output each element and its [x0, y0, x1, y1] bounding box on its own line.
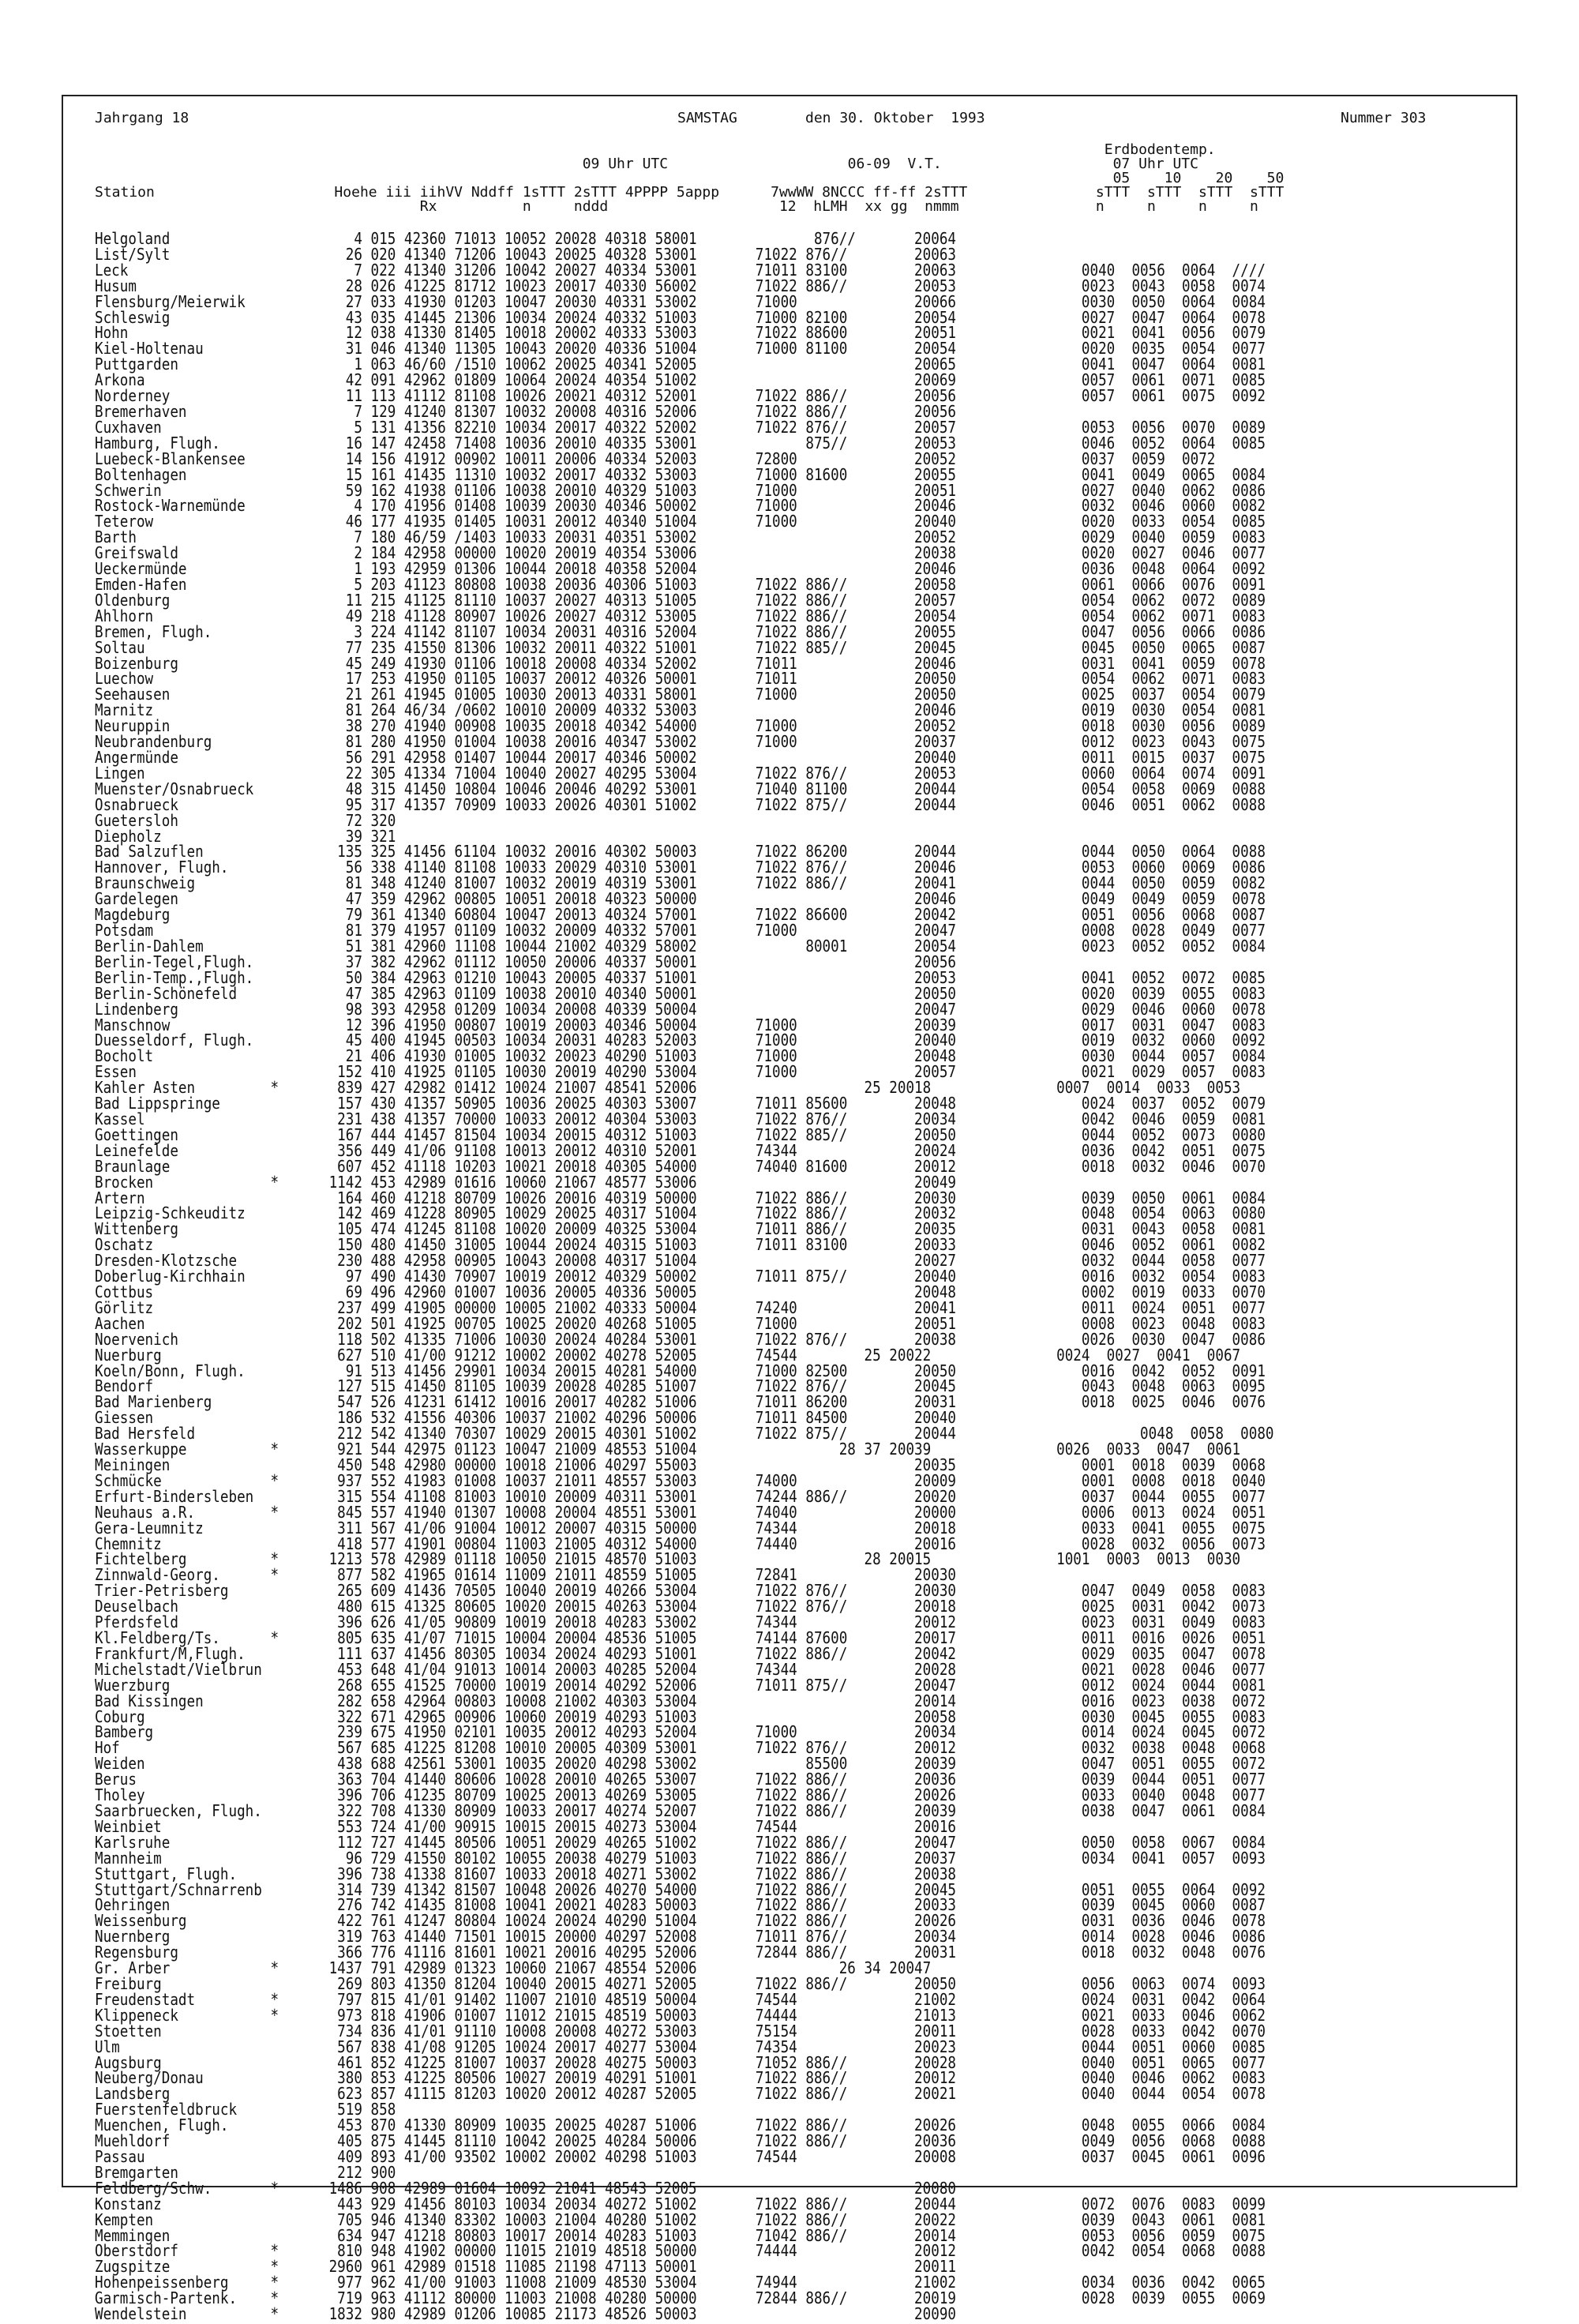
table-row: Leipzig-Schkeuditz 142 469 41228 80905 10029 20025 40317 51004 71022 886// 20032 0048 0054 0063 0080 [95, 1205, 1266, 1224]
table-row: Garmisch-Partenk. * 719 963 41112 80000 11003 21008 40280 50000 72844 886// 20019 0028 0039 0055 0069 [95, 2289, 1266, 2309]
table-row: Neuruppin 38 270 41940 00908 10035 20018 40342 54000 71000 20052 0018 0030 0056 0089 [95, 717, 1266, 737]
table-row: Zugspitze * 2960 961 42989 01518 11085 21198 47113 50001 20011 [95, 2258, 957, 2277]
table-row: Noervenich 118 502 41335 71006 10030 20024 40284 53001 71022 876// 20038 0026 0030 0047 0086 [95, 1331, 1266, 1350]
table-row: Kl.Feldberg/Ts. * 805 635 41/07 71015 10004 20004 48536 51005 74144 87600 20017 0011 0016 0026 0051 [95, 1629, 1266, 1649]
table-row: Freudenstadt * 797 815 41/01 91402 11007 21010 48519 50004 74544 21002 0024 0031 0042 0064 [95, 1991, 1266, 2010]
table-row: Flensburg/Meierwik 27 033 41930 01203 10047 20030 40331 53002 71000 20066 0030 0050 0064 0084 [95, 293, 1266, 312]
table-row: Luechow 17 253 41950 01105 10037 20012 40326 50001 71011 20050 0054 0062 0071 0083 [95, 670, 1266, 689]
table-row: Karlsruhe 112 727 41445 80506 10051 20029 40265 51002 71022 886// 20047 0050 0058 0067 0084 [95, 1834, 1266, 1853]
table-row: Helgoland 4 015 42360 71013 10052 20028 40318 58001 876// 20064 [95, 230, 957, 250]
table-row: Gardelegen 47 359 42962 00805 10051 20018 40323 50000 20046 0049 0049 0059 0078 [95, 890, 1266, 910]
column-header-line-5: Rx n nddd 12 hLMH xx gg nmmm n n n n [95, 198, 1258, 215]
table-row: Kiel-Holtenau 31 046 41340 11305 10043 20020 40336 51004 71000 81100 20054 0020 0035 0054 0077 [95, 340, 1266, 359]
table-row: Bad Salzuflen 135 325 41456 61104 10032 20016 40302 50003 71022 86200 20044 0044 0050 0064 0088 [95, 843, 1266, 862]
table-row: Passau 409 893 41/00 93502 10002 20002 40298 51003 74544 20008 0037 0045 0061 0096 [95, 2148, 1266, 2168]
table-row: Mannheim 96 729 41550 80102 10055 20038 40279 51003 71022 886// 20037 0034 0041 0057 0093 [95, 1849, 1266, 1868]
table-row: Görlitz 237 499 41905 00000 10005 21002 40333 50004 74240 20041 0011 0024 0051 0077 [95, 1299, 1266, 1318]
table-row: Gera-Leumnitz 311 567 41/06 91004 10012 20007 40315 50000 74344 20018 0033 0041 0055 0075 [95, 1519, 1266, 1538]
table-row: Gr. Arber * 1437 791 42989 01323 10060 21067 48554 52006 26 34 20047 [95, 1959, 932, 1979]
table-row: Essen 152 410 41925 01105 10030 20019 40290 53004 71000 20057 0021 0029 0057 0083 [95, 1063, 1266, 1083]
table-row: Seehausen 21 261 41945 01005 10030 20013 40331 58001 71000 20050 0025 0037 0054 0079 [95, 686, 1266, 705]
column-header-line-2: 09 Uhr UTC 06-09 V.T. 07 Uhr UTC [95, 156, 1198, 172]
table-row: Duesseldorf, Flugh. 45 400 41945 00503 10034 20031 40283 52003 71000 20040 0019 0032 0060 0092 [95, 1032, 1266, 1051]
table-row: List/Sylt 26 020 41340 71206 10043 20025 40328 53001 71022 876// 20063 [95, 246, 957, 265]
table-row: Deuselbach 480 615 41325 80605 10020 20015 40263 53004 71022 876// 20018 0025 0031 0042 0073 [95, 1598, 1266, 1617]
table-row: Potsdam 81 379 41957 01109 10032 20009 40332 57001 71000 20047 0008 0028 0049 0077 [95, 922, 1266, 941]
table-row: Marnitz 81 264 46/34 /0602 10010 20009 40332 53003 20046 0019 0030 0054 0081 [95, 701, 1266, 721]
issue-number: Nummer 303 [1341, 110, 1427, 126]
table-row: Aachen 202 501 41925 00705 10025 20020 40268 51005 71000 20051 0008 0023 0048 0083 [95, 1315, 1266, 1334]
table-row: Koeln/Bonn, Flugh. 91 513 41456 29901 10034 20015 40281 54000 71000 82500 20050 0016 0042 0052 0091 [95, 1362, 1266, 1381]
table-row: Wasserkuppe * 921 544 42975 01123 10047 21009 48553 51004 28 37 20039 0026 0033 0047 0061 [95, 1440, 1241, 1460]
table-row: Weissenburg 422 761 41247 80804 10024 20024 40290 51004 71022 886// 20026 0031 0036 0046 0078 [95, 1913, 1266, 1932]
table-row: Barth 7 180 46/59 /1403 10033 20031 40351 53002 20052 0029 0040 0059 0083 [95, 528, 1266, 548]
table-row: Memmingen 634 947 41218 80803 10017 20014 40283 51003 71042 886// 20014 0053 0056 0059 0075 [95, 2227, 1266, 2246]
table-row: Rostock-Warnemünde 4 170 41956 01408 10039 20030 40346 50002 71000 20046 0032 0046 0060 0082 [95, 497, 1266, 516]
weekday-label: SAMSTAG [677, 110, 737, 126]
table-row: Berus 363 704 41440 80606 10028 20010 40265 53007 71022 886// 20036 0039 0044 0051 0077 [95, 1770, 1266, 1790]
table-row: Leck 7 022 41340 31206 10042 20027 40334 53001 71011 83100 20063 0040 0056 0064 //// [95, 261, 1266, 280]
table-row: Nuerburg 627 510 41/00 91212 10002 20002 40278 52005 74544 25 20022 0024 0027 0041 0067 [95, 1346, 1241, 1365]
table-row: Diepholz 39 321 [95, 828, 396, 847]
column-header-line-3: 05 10 20 50 [95, 170, 1285, 186]
table-row: Muenchen, Flugh. 453 870 41330 80909 10035 20025 40287 51006 71022 886// 20026 0048 0055 0066 0084 [95, 2116, 1266, 2136]
table-row: Angermünde 56 291 42958 01407 10044 20017 40346 50002 20040 0011 0015 0037 0075 [95, 749, 1266, 768]
table-row: Weinbiet 553 724 41/00 90915 10015 20015 40273 53004 74544 20016 [95, 1818, 957, 1837]
table-row: Weiden 438 688 42561 53001 10035 20020 40298 53002 85500 20039 0047 0051 0055 0072 [95, 1755, 1266, 1774]
table-row: Doberlug-Kirchhain 97 490 41430 70907 10019 20012 40329 50002 71011 875// 20040 0016 0032 0054 0083 [95, 1267, 1266, 1287]
table-row: Ueckermünde 1 193 42959 01306 10044 20018 40358 52004 20046 0036 0048 0064 0092 [95, 560, 1266, 580]
table-row: Husum 28 026 41225 81712 10023 20017 40330 56002 71022 886// 20053 0023 0043 0058 0074 [95, 277, 1266, 296]
table-row: Stuttgart/Schnarrenb 314 739 41342 81507 10048 20026 40270 54000 71022 886// 20045 0051 0055 0064 0092 [95, 1881, 1266, 1900]
table-row: Klippeneck * 973 818 41906 01007 11012 21015 48519 50003 74444 21013 0021 0033 0046 0062 [95, 2007, 1266, 2026]
table-row: Manschnow 12 396 41950 00807 10019 20003 40346 50004 71000 20039 0017 0031 0047 0083 [95, 1016, 1266, 1035]
table-row: Berlin-Temp.,Flugh. 50 384 42963 01210 10043 20005 40337 51001 20053 0041 0052 0072 0085 [95, 969, 1266, 988]
table-row: Wendelstein * 1832 980 42989 01206 10085 21173 48526 50003 20090 [95, 2305, 957, 2324]
report-sheet [62, 95, 1517, 2324]
table-row: Oldenburg 11 215 41125 81110 10037 20027 40313 51005 71022 886// 20057 0054 0062 0072 0089 [95, 591, 1266, 610]
column-header-line-1: Erdbodentemp. [95, 141, 1216, 158]
column-header-line-4: Station Hoehe iii iihVV Nddff 1sTTT 2sTTT 4PPPP 5appp 7wwWW 8NCCC ff-ff 2sTTT sTTT sTTT sTTT sTTT [95, 184, 1285, 201]
date-label: den 30. Oktober 1993 [805, 110, 985, 126]
table-row: Boltenhagen 15 161 41435 11310 10032 20017 40332 53003 71000 81600 20055 0041 0049 0065 0084 [95, 466, 1266, 485]
table-row: Bamberg 239 675 41950 02101 10035 20012 40293 52004 71000 20034 0014 0024 0045 0072 [95, 1724, 1266, 1743]
table-row: Hannover, Flugh. 56 338 41140 81108 10033 20029 40310 53001 71022 876// 20046 0053 0060 0069 0086 [95, 859, 1266, 878]
table-row: Bremgarten 212 900 [95, 2164, 396, 2183]
table-row: Neuberg/Donau 380 853 41225 80506 10027 20019 40291 51001 71022 886// 20012 0040 0046 0062 0083 [95, 2070, 1266, 2089]
table-row: Hohn 12 038 41330 81405 10018 20002 40333 53003 71022 88600 20051 0021 0041 0056 0079 [95, 325, 1266, 344]
table-row: Feldberg/Schw. * 1486 908 42989 01604 10092 21041 48543 52005 20080 [95, 2179, 957, 2198]
table-row: Regensburg 366 776 41116 81601 10021 20016 40295 52006 72844 886// 20031 0018 0032 0048 0076 [95, 1943, 1266, 1963]
table-row: Frankfurt/M,Flugh. 111 637 41456 80305 10034 20024 40293 51001 71022 886// 20042 0029 0035 0047 0078 [95, 1645, 1266, 1664]
table-row: Saarbruecken, Flugh. 322 708 41330 80909 10033 20017 40274 52007 71022 886// 20039 0038 0047 0061 0084 [95, 1802, 1266, 1822]
table-row: Bad Hersfeld 212 542 41340 70307 10029 20015 40301 51002 71022 875// 20044 0048 0058 0080 [95, 1425, 1274, 1444]
table-row: Bad Kissingen 282 658 42964 00803 10008 21002 40303 53004 20014 0016 0023 0038 0072 [95, 1692, 1266, 1711]
table-row: Neubrandenburg 81 280 41950 01004 10038 20016 40347 53002 71000 20037 0012 0023 0043 0075 [95, 733, 1266, 753]
table-row: Teterow 46 177 41935 01405 10031 20012 40340 51004 71000 20040 0020 0033 0054 0085 [95, 513, 1266, 532]
table-row: Bremen, Flugh. 3 224 41142 81107 10034 20031 40316 52004 71022 886// 20055 0047 0056 0066 0086 [95, 623, 1266, 642]
table-row: Augsburg 461 852 41225 81007 10037 20028 40275 50003 71052 886// 20028 0040 0051 0065 0077 [95, 2054, 1266, 2073]
table-row: Oschatz 150 480 41450 31005 10044 20024 40315 51003 71011 83100 20033 0046 0052 0061 0082 [95, 1236, 1266, 1256]
table-row: Wuerzburg 268 655 41525 70000 10019 20014 40292 52006 71011 875// 20047 0012 0024 0044 0081 [95, 1676, 1266, 1695]
table-row: Lingen 22 305 41334 71004 10040 20027 40295 53004 71022 876// 20053 0060 0064 0074 0091 [95, 764, 1266, 783]
table-row: Hamburg, Flugh. 16 147 42458 71408 10036 20010 40335 53001 875// 20053 0046 0052 0064 0085 [95, 434, 1266, 453]
table-row: Leinefelde 356 449 41/06 91108 10013 20012 40310 52001 74344 20024 0036 0042 0051 0075 [95, 1142, 1266, 1161]
table-row: Schleswig 43 035 41445 21306 10034 20024 40332 51003 71000 82100 20054 0027 0047 0064 0078 [95, 309, 1266, 328]
table-row: Puttgarden 1 063 46/60 /1510 10062 20025 40341 52005 20065 0041 0047 0064 0081 [95, 355, 1266, 375]
table-row: Landsberg 623 857 41115 81203 10020 20012 40287 52005 71022 886// 20021 0040 0044 0054 0078 [95, 2086, 1266, 2104]
table-row: Berlin-Schönefeld 47 385 42963 01109 10038 20010 40340 50001 20050 0020 0039 0055 0083 [95, 985, 1266, 1004]
table-row: Stoetten 734 836 41/01 91110 10008 20008 40272 53003 75154 20011 0028 0033 0042 0070 [95, 2022, 1266, 2041]
table-row: Hof 567 685 41225 81208 10010 20005 40309 53001 71022 876// 20012 0032 0038 0048 0068 [95, 1740, 1266, 1759]
table-row: Bocholt 21 406 41930 01005 10032 20023 40290 51003 71000 20048 0030 0044 0057 0084 [95, 1047, 1266, 1067]
table-row: Coburg 322 671 42965 00906 10060 20019 40293 51003 20058 0030 0045 0055 0083 [95, 1708, 1266, 1727]
table-row: Boizenburg 45 249 41930 01106 10018 20008 40334 52002 71011 20046 0031 0041 0059 0078 [95, 655, 1266, 674]
table-row: Cuxhaven 5 131 41356 82210 10034 20017 40322 52002 71022 876// 20057 0053 0056 0070 0089 [95, 419, 1266, 437]
table-row: Bad Lippspringe 157 430 41357 50905 10036 20025 40303 53007 71011 85600 20048 0024 0037 0052 0079 [95, 1094, 1266, 1114]
table-row: Giessen 186 532 41556 40306 10037 21002 40296 50006 71011 84500 20040 [95, 1409, 957, 1429]
table-row: Wittenberg 105 474 41245 81108 10020 20009 40325 53004 71011 886// 20035 0031 0043 0058 0081 [95, 1220, 1266, 1240]
table-row: Freiburg 269 803 41350 81204 10040 20015 40271 52005 71022 886// 20050 0056 0063 0074 0093 [95, 1975, 1266, 1995]
table-row: Lindenberg 98 393 42958 01209 10034 20008 40339 50004 20047 0029 0046 0060 0078 [95, 1001, 1266, 1019]
table-row: Oehringen 276 742 41435 81008 10041 20021 40283 50003 71022 886// 20033 0039 0045 0060 0087 [95, 1897, 1266, 1916]
table-row: Schmücke * 937 552 41983 01008 10037 21011 48557 53003 74000 20009 0001 0008 0018 0040 [95, 1472, 1266, 1491]
table-row: Stuttgart, Flugh. 396 738 41338 81607 10033 20018 40271 53002 71022 886// 20038 [95, 1865, 957, 1884]
table-row: Berlin-Tegel,Flugh. 37 382 42962 01112 10050 20006 40337 50001 20056 [95, 953, 957, 972]
table-row: Osnabrueck 95 317 41357 70909 10033 20026 40301 51002 71022 875// 20044 0046 0051 0062 0088 [95, 796, 1266, 815]
table-row: Norderney 11 113 41112 81108 10026 20021 40312 52001 71022 886// 20056 0057 0061 0075 0092 [95, 387, 1266, 407]
table-row: Neuhaus a.R. * 845 557 41940 01307 10008 20004 48551 53001 74040 20000 0006 0013 0024 0051 [95, 1504, 1266, 1522]
table-row: Goettingen 167 444 41457 81504 10034 20015 40312 51003 71022 885// 20050 0044 0052 0073 0080 [95, 1126, 1266, 1145]
table-row: Pferdsfeld 396 626 41/05 90809 10019 20018 40283 53002 74344 20012 0023 0031 0049 0083 [95, 1613, 1266, 1633]
table-row: Muenster/Osnabrueck 48 315 41450 10804 10046 20046 40292 53001 71040 81100 20044 0054 0058 0069 0088 [95, 780, 1266, 799]
table-row: Luebeck-Blankensee 14 156 41912 00902 10011 20006 40334 52003 72800 20052 0037 0059 0072 [95, 450, 1216, 469]
table-row: Meiningen 450 548 42980 00000 10018 21006 40297 55003 20035 0001 0018 0039 0068 [95, 1456, 1266, 1476]
table-row: Fuerstenfeldbruck 519 858 [95, 2101, 396, 2120]
table-row: Nuernberg 319 763 41440 71501 10015 20000 40297 52008 71011 876// 20034 0014 0028 0046 0086 [95, 1928, 1266, 1947]
table-row: Muehldorf 405 875 41445 81110 10042 20025 40284 50006 71022 886// 20036 0049 0056 0068 0088 [95, 2132, 1266, 2152]
table-row: Cottbus 69 496 42960 01007 10036 20005 40336 50005 20048 0002 0019 0033 0070 [95, 1283, 1266, 1303]
table-row: Kassel 231 438 41357 70000 10033 20012 40304 53003 71022 876// 20034 0042 0046 0059 0081 [95, 1110, 1266, 1130]
table-row: Dresden-Klotzsche 230 488 42958 00905 10043 20008 40317 51004 20027 0032 0044 0058 0077 [95, 1252, 1266, 1271]
table-row: Soltau 77 235 41550 81306 10032 20011 40322 51001 71022 885// 20045 0045 0050 0065 0087 [95, 639, 1266, 658]
table-row: Michelstadt/Vielbrun 453 648 41/04 91013 10014 20003 40285 52004 74344 20028 0021 0028 0046 0077 [95, 1661, 1266, 1680]
table-row: Fichtelberg * 1213 578 42989 01118 10050 21015 48570 51003 28 20015 1001 0003 0013 0030 [95, 1551, 1241, 1570]
table-row: Greifswald 2 184 42958 00000 10020 20019 40354 53006 20038 0020 0027 0046 0077 [95, 544, 1266, 564]
table-row: Arkona 42 091 42962 01809 10064 20024 40354 51002 20069 0057 0061 0071 0085 [95, 371, 1266, 391]
table-row: Ulm 567 838 41/08 91205 10024 20017 40277 53004 74354 20023 0044 0051 0060 0085 [95, 2038, 1266, 2057]
table-row: Chemnitz 418 577 41901 00804 11003 21005 40312 54000 74440 20016 0028 0032 0056 0073 [95, 1535, 1266, 1554]
table-row: Konstanz 443 929 41456 80103 10034 20034 40272 51002 71022 886// 20044 0072 0076 0083 0099 [95, 2195, 1266, 2214]
table-row: Zinnwald-Georg. * 877 582 41965 01614 11009 21011 48559 51005 72841 20030 [95, 1567, 957, 1586]
table-row: Trier-Petrisberg 265 609 41436 70505 10040 20019 40266 53004 71022 876// 20030 0047 0049 0058 0083 [95, 1582, 1266, 1601]
table-row: Magdeburg 79 361 41340 60804 10047 20013 40324 57001 71022 86600 20042 0051 0056 0068 0087 [95, 906, 1266, 925]
table-row: Braunschweig 81 348 41240 81007 10032 20019 40319 53001 71022 886// 20041 0044 0050 0059 0082 [95, 874, 1266, 894]
table-row: Brocken * 1142 453 42989 01616 10060 21067 48577 53006 20049 [95, 1173, 957, 1192]
table-row: Artern 164 460 41218 80709 10026 20016 40319 50000 71022 886// 20030 0039 0050 0061 0084 [95, 1189, 1266, 1208]
table-row: Kempten 705 946 41340 83302 10003 21004 40280 51002 71022 886// 20022 0039 0043 0061 0081 [95, 2211, 1266, 2230]
table-row: Oberstdorf * 810 948 41902 00000 11015 21019 48518 50000 74444 20012 0042 0054 0068 0088 [95, 2243, 1266, 2262]
table-row: Ahlhorn 49 218 41128 80907 10026 20027 40312 53005 71022 886// 20054 0054 0062 0071 0083 [95, 607, 1266, 626]
table-row: Tholey 396 706 41235 80709 10025 20013 40269 53005 71022 886// 20026 0033 0040 0048 0077 [95, 1786, 1266, 1806]
table-row: Braunlage 607 452 41118 10203 10021 20018 40305 54000 74040 81600 20012 0018 0032 0046 0070 [95, 1158, 1266, 1177]
table-row: Emden-Hafen 5 203 41123 80808 10038 20036 40306 51003 71022 886// 20058 0061 0066 0076 0091 [95, 576, 1266, 595]
table-row: Kahler Asten * 839 427 42982 01412 10024 21007 48541 52006 25 20018 0007 0014 0033 0053 [95, 1079, 1241, 1098]
table-row: Erfurt-Bindersleben 315 554 41108 81003 10010 20009 40311 53001 74244 886// 20020 0037 0044 0055 0077 [95, 1488, 1266, 1507]
table-row: Bendorf 127 515 41450 81105 10039 20028 40285 51007 71022 876// 20045 0043 0048 0063 0095 [95, 1378, 1266, 1397]
table-row: Bremerhaven 7 129 41240 81307 10032 20008 40316 52006 71022 886// 20056 [95, 403, 957, 422]
table-row: Schwerin 59 162 41938 01106 10038 20010 40329 51003 71000 20051 0027 0040 0062 0086 [95, 482, 1266, 501]
table-row: Guetersloh 72 320 [95, 812, 396, 831]
table-row: Bad Marienberg 547 526 41231 61412 10016 20017 40282 51006 71011 86200 20031 0018 0025 0046 0076 [95, 1393, 1266, 1413]
table-row: Hohenpeissenberg * 977 962 41/00 91003 11008 21009 48530 53004 74944 21002 0034 0036 0042 0065 [95, 2273, 1266, 2293]
table-row: Berlin-Dahlem 51 381 42960 11108 10044 21002 40329 58002 80001 20054 0023 0052 0052 0084 [95, 937, 1266, 956]
jahrgang-label: Jahrgang 18 [95, 110, 189, 126]
